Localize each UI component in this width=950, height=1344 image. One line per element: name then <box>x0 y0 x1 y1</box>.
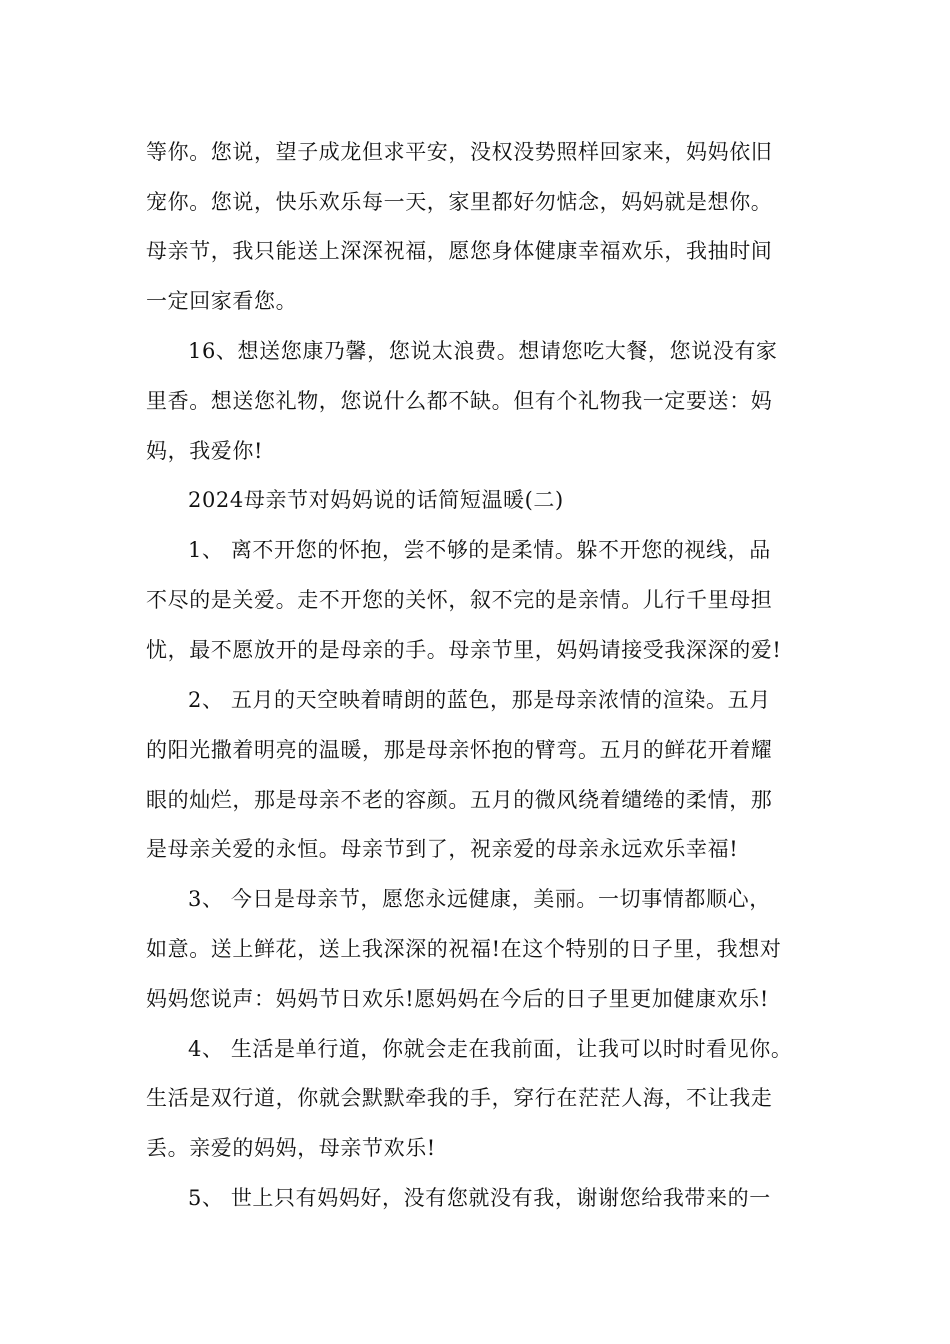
text-line: 母亲节，我只能送上深深祝福，愿您身体健康幸福欢乐，我抽时间 <box>146 239 773 263</box>
paragraph-5: 5、 世上只有妈妈好，没有您就没有我，谢谢您给我带来的一 <box>188 1186 771 1210</box>
text-line: 如意。送上鲜花，送上我深深的祝福!在这个特别的日子里，我想对 <box>146 937 782 961</box>
paragraph-3: 3、 今日是母亲节，愿您永远健康，美丽。一切事情都顺心， <box>188 887 771 911</box>
text-line: 不尽的是关爱。走不开您的关怀，叙不完的是亲情。儿行千里母担 <box>146 588 773 612</box>
section-heading: 2024母亲节对妈妈说的话简短温暖(二) <box>188 488 564 512</box>
text-line: 一定回家看您。 <box>146 289 298 313</box>
text-line: 丢。亲爱的妈妈，母亲节欢乐! <box>146 1136 436 1160</box>
text-line: 宠你。您说，快乐欢乐每一天，家里都好勿惦念，妈妈就是想你。 <box>146 190 773 214</box>
text-line: 是母亲关爱的永恒。母亲节到了，祝亲爱的母亲永远欢乐幸福! <box>146 837 739 861</box>
paragraph-1: 1、 离不开您的怀抱，尝不够的是柔情。躲不开您的视线，品 <box>188 538 771 562</box>
text-line: 妈妈您说声：妈妈节日欢乐!愿妈妈在今后的日子里更加健康欢乐! <box>146 987 769 1011</box>
text-line: 等你。您说，望子成龙但求平安，没权没势照样回家来，妈妈依旧 <box>146 140 773 164</box>
text-line: 妈，我爱你! <box>146 439 264 463</box>
text-line: 的阳光撒着明亮的温暖，那是母亲怀抱的臂弯。五月的鲜花开着耀 <box>146 738 773 762</box>
text-line: 眼的灿烂，那是母亲不老的容颜。五月的微风绕着缱绻的柔情，那 <box>146 788 773 812</box>
paragraph-2: 2、 五月的天空映着晴朗的蓝色，那是母亲浓情的渲染。五月 <box>188 688 771 712</box>
text-line: 生活是双行道，你就会默默牵我的手，穿行在茫茫人海，不让我走 <box>146 1086 773 1110</box>
text-line: 里香。想送您礼物，您说什么都不缺。但有个礼物我一定要送：妈 <box>146 389 773 413</box>
paragraph-16: 16、想送您康乃馨，您说太浪费。想请您吃大餐，您说没有家 <box>188 339 778 363</box>
text-line: 忧，最不愿放开的是母亲的手。母亲节里，妈妈请接受我深深的爱! <box>146 638 782 662</box>
paragraph-4: 4、 生活是单行道，你就会走在我前面，让我可以时时看见你。 <box>188 1037 793 1061</box>
